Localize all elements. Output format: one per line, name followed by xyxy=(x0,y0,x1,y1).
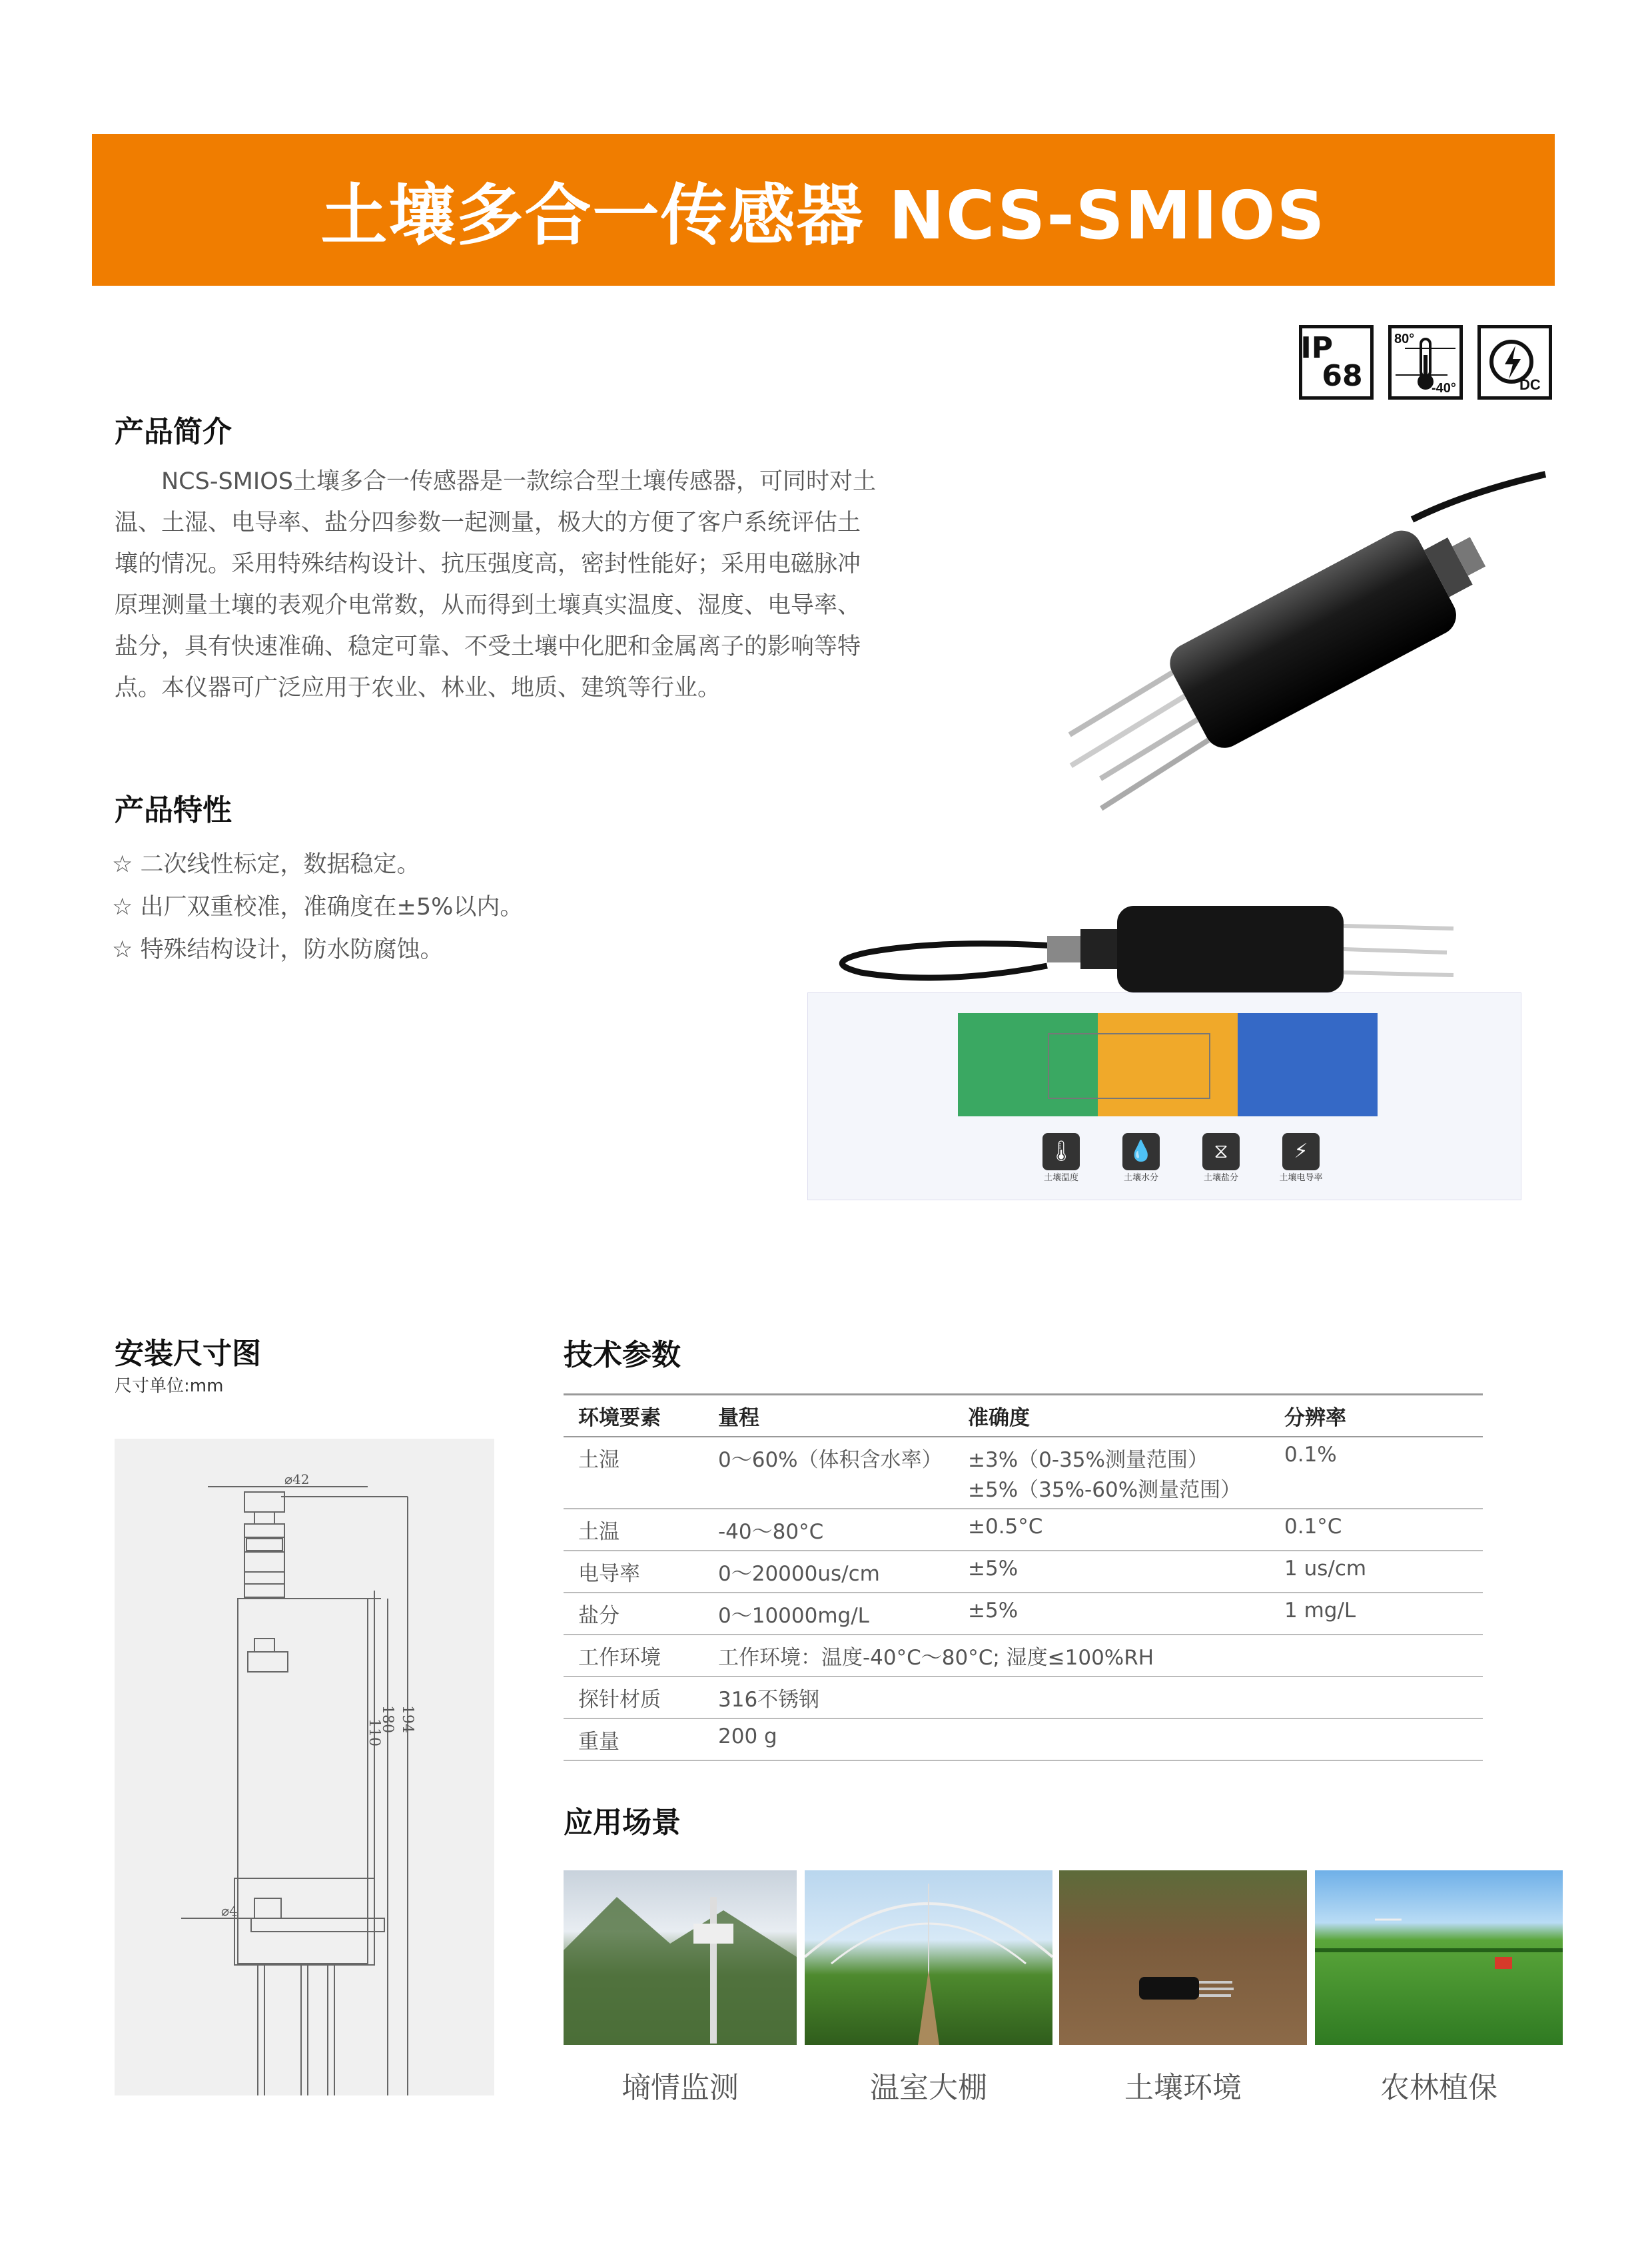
features-title: 产品特性 xyxy=(115,793,232,827)
dim-diameter-42: ⌀42 xyxy=(284,1471,310,1487)
table-header-row xyxy=(564,1395,1483,1437)
header-resolution: 分辨率 xyxy=(1270,1395,1483,1437)
box-icon-label: 土壤盐分 xyxy=(1203,1173,1238,1183)
dimension-drawing-panel xyxy=(115,1439,494,2095)
temperature-range-icon xyxy=(1388,325,1463,400)
soil-conductivity-icon: ⚡ 土壤电导率 xyxy=(1274,1133,1328,1183)
header-element: 环境要素 xyxy=(564,1395,703,1437)
box-icons xyxy=(1034,1133,1474,1183)
intro-paragraph xyxy=(115,461,981,709)
intro-line: 原理测量土壤的表观介电常数，从而得到土壤真实温度、湿度、电导率、 xyxy=(115,592,861,619)
feature-item: ☆ 特殊结构设计，防水防腐蚀。 xyxy=(112,936,444,963)
packaging-image xyxy=(807,899,1520,1199)
dim-height-194: 194 xyxy=(399,1705,416,1733)
scene-label-greenhouse: 温室大棚 xyxy=(870,2071,987,2105)
cell-accuracy: ±5% xyxy=(953,1593,1270,1635)
table-row xyxy=(564,1593,1483,1635)
lightning-icon xyxy=(1481,328,1549,396)
feature-item: ☆ 二次线性标定，数据稳定。 xyxy=(112,851,420,878)
product-box xyxy=(807,992,1521,1200)
accuracy-line: ±5%（35%-60%测量范围） xyxy=(968,1478,1242,1502)
header-accuracy: 准确度 xyxy=(953,1395,1270,1437)
cell-name: 重量 xyxy=(564,1718,703,1760)
dimension-drawing xyxy=(115,1439,494,2095)
soil-temperature-icon: 🌡 土壤温度 xyxy=(1034,1133,1088,1183)
specs-table-wrapper xyxy=(564,1393,1483,1761)
cell-accuracy: ±0.5°C xyxy=(953,1509,1270,1551)
intro-line: 壤的情况。采用特殊结构设计、抗压强度高，密封性能好；采用电磁脉冲 xyxy=(115,551,861,577)
farm-field-image xyxy=(1315,1870,1563,2045)
cell-name: 工作环境 xyxy=(564,1635,703,1677)
soil-sensor-image xyxy=(1059,1870,1307,2045)
temp-high-label: 80° xyxy=(1394,332,1415,346)
ip-rating: 68 xyxy=(1322,359,1363,393)
intro-line: 盐分，具有快速准确、稳定可靠、不受土壤中化肥和金属离子的影响等特 xyxy=(115,633,861,660)
scene-label-soil: 土壤环境 xyxy=(1124,2071,1242,2105)
cell-resolution: 0.1% xyxy=(1270,1437,1483,1509)
intro-line: NCS-SMIOS土壤多合一传感器是一款综合型土壤传感器，可同时对土 xyxy=(161,468,876,495)
cell-range: 0～20000us/cm xyxy=(703,1551,953,1593)
cell-value: 200 g xyxy=(703,1718,1483,1760)
cell-name: 土湿 xyxy=(564,1437,703,1509)
greenhouse-image xyxy=(805,1870,1052,2045)
temp-low-label: -40° xyxy=(1432,381,1456,396)
specs-table xyxy=(564,1393,1483,1761)
scene-image-moisture xyxy=(564,1870,797,2045)
dimensions-unit: 尺寸单位:mm xyxy=(115,1376,224,1396)
box-icon-label: 土壤温度 xyxy=(1043,1173,1078,1183)
sensor-on-box-image xyxy=(807,899,1520,999)
scene-image-agriculture xyxy=(1315,1870,1563,2045)
scene-label-agriculture: 农林植保 xyxy=(1380,2071,1497,2105)
header-range: 量程 xyxy=(703,1395,953,1437)
features-list xyxy=(112,843,523,971)
page-title: 土壤多合一传感器 NCS-SMIOS xyxy=(320,177,1326,254)
cell-resolution: 0.1°C xyxy=(1270,1509,1483,1551)
ip-label: IP xyxy=(1300,331,1333,365)
cell-accuracy: ±5% xyxy=(953,1551,1270,1593)
intro-line: 点。本仪器可广泛应用于农业、林业、地质、建筑等行业。 xyxy=(115,675,721,701)
cell-accuracy xyxy=(953,1437,1270,1509)
accuracy-line: ±3%（0-35%测量范围） xyxy=(968,1448,1208,1472)
dim-height-180: 180 xyxy=(379,1705,396,1733)
dimensions-title: 安装尺寸图 xyxy=(115,1337,261,1371)
box-icon-label: 土壤电导率 xyxy=(1279,1173,1323,1183)
box-sensor-outline xyxy=(1048,1033,1210,1099)
thermometer-icon xyxy=(1392,328,1459,396)
cell-resolution: 1 us/cm xyxy=(1270,1551,1483,1593)
cell-name: 探针材质 xyxy=(564,1677,703,1718)
soil-moisture-icon: 💧 土壤水分 xyxy=(1114,1133,1168,1183)
table-row xyxy=(564,1551,1483,1593)
dc-power-icon xyxy=(1477,325,1552,400)
table-row xyxy=(564,1509,1483,1551)
weather-station-image xyxy=(564,1870,797,2045)
feature-item: ☆ 出厂双重校准，准确度在±5%以内。 xyxy=(112,894,524,921)
box-icon-label: 土壤水分 xyxy=(1123,1173,1158,1183)
intro-title: 产品简介 xyxy=(115,415,232,449)
scene-image-greenhouse xyxy=(805,1870,1052,2045)
cell-value: 316不锈钢 xyxy=(703,1677,1483,1718)
cell-range: 0～10000mg/L xyxy=(703,1593,953,1635)
specs-title: 技术参数 xyxy=(564,1338,681,1372)
scenes-title: 应用场景 xyxy=(564,1806,681,1840)
cell-range: -40～80°C xyxy=(703,1509,953,1551)
table-row xyxy=(564,1718,1483,1760)
box-band-blue xyxy=(1238,1013,1378,1116)
scene-label-moisture: 墒情监测 xyxy=(621,2071,739,2105)
cell-name: 土温 xyxy=(564,1509,703,1551)
dc-label: DC xyxy=(1519,376,1541,393)
ip68-icon xyxy=(1299,325,1374,400)
table-row xyxy=(564,1635,1483,1677)
cell-resolution: 1 mg/L xyxy=(1270,1593,1483,1635)
title-banner xyxy=(92,134,1555,286)
scene-image-soil xyxy=(1059,1870,1307,2045)
table-row xyxy=(564,1437,1483,1509)
dim-height-110: 110 xyxy=(366,1718,382,1746)
sensor-product-image xyxy=(1039,466,1559,813)
dim-diameter-4: ⌀4 xyxy=(221,1903,238,1919)
soil-salinity-icon: ⧖ 土壤盐分 xyxy=(1194,1133,1248,1183)
cell-name: 盐分 xyxy=(564,1593,703,1635)
table-row xyxy=(564,1677,1483,1718)
cell-name: 电导率 xyxy=(564,1551,703,1593)
cell-range: 0～60%（体积含水率） xyxy=(703,1437,953,1509)
intro-line: 温、土湿、电导率、盐分四参数一起测量，极大的方便了客户系统评估土 xyxy=(115,510,861,536)
cell-value: 工作环境：温度-40°C～80°C; 湿度≤100%RH xyxy=(703,1635,1483,1677)
